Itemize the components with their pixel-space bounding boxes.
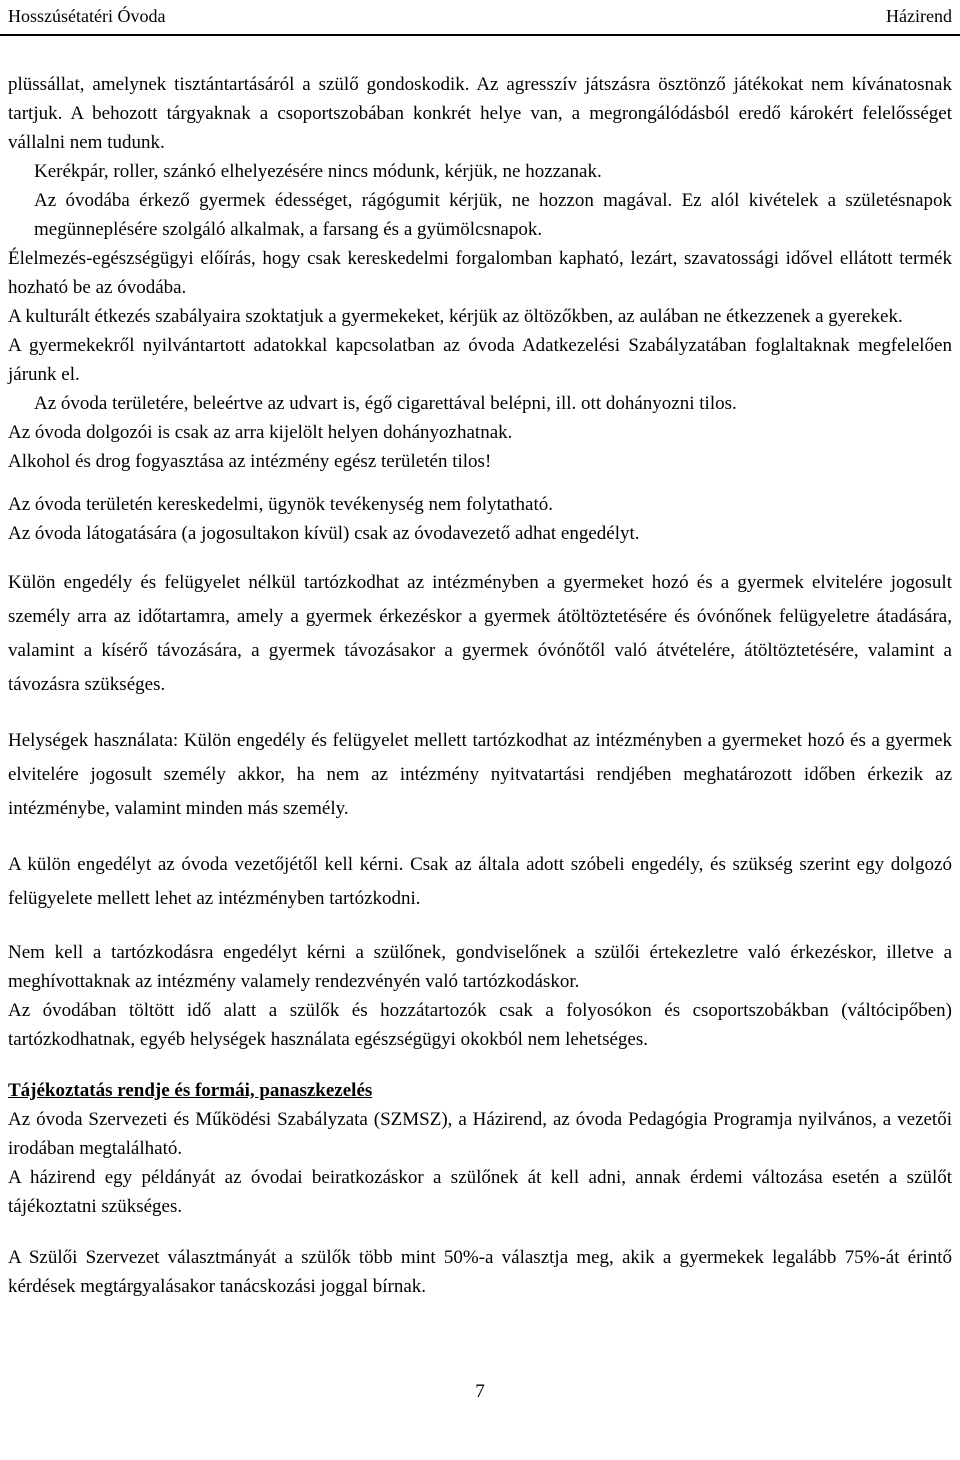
header-document-title: Házirend	[886, 6, 952, 26]
spacer	[8, 1054, 952, 1076]
paragraph-commerce: Az óvoda területén kereskedelmi, ügynök tevékenység nem folytatható.	[8, 494, 554, 515]
document-body	[8, 70, 952, 1301]
spacer	[8, 476, 952, 490]
paragraph-room-usage: Helységek használata: Külön engedély és felügyelet mellett tartózkodhat az intézményben a gyermeket hozó és a gyermek elvitelére jogosult személy akkor, ha nem az intézmény nyitvatartási rendjében meghatározott időben érkezik az intézménybe, valamint minden más személy.	[8, 730, 952, 819]
paragraph-smoking: Az óvoda területére, beleértve az udvart is, égő cigarettával belépni, ill. ott dohányozni tilos.	[34, 393, 737, 414]
header-rule	[0, 34, 960, 36]
paragraph-toys: plüssállat, amelynek tisztántartásáról a szülő gondoskodik. Az agresszív játszásra ösztönző játékokat nem kívánatosnak tartjuk. A behozott tárgyaknak a csoportszobában konkrét helye van, a megrongálódásból eredő károkért felelősséget vállalni nem tudunk.	[8, 74, 952, 153]
paragraph-alcohol: Alkohol és drog fogyasztása az intézmény egész területén tilos!	[8, 451, 492, 472]
paragraph-permission: Külön engedély és felügyelet nélkül tartózkodhat az intézményben a gyermeket hozó és a gyermek elvitelére jogosult személy arra az időtartamra, amely a gyermek érkezéskor a gyermek átöltöztetésére és óvónőnek felügyeletre átadására, valamint a kísérő távozására, a gyermek távozásakor a gyermek óvónőtől való átvételére, átöltöztetésére, valamint a távozásra szükséges.	[8, 572, 952, 695]
paragraph-food-safety: Élelmezés-egészségügyi előírás, hogy csak kereskedelmi forgalomban kapható, lezárt, szavatossági idővel ellátott termék hozható be az óvodába.	[8, 248, 952, 298]
paragraph-director-permission: A külön engedélyt az óvoda vezetőjétől kell kérni. Csak az általa adott szóbeli engedély, és szükség szerint egy dolgozó felügyelete mellett lehet az intézményben tartózkodni.	[8, 854, 952, 909]
spacer	[8, 916, 952, 938]
paragraph-dining: A kulturált étkezés szabályaira szoktatjuk a gyermekeket, kérjük az öltözőkben, az aulában ne étkezzenek a gyerekek.	[8, 306, 903, 327]
paragraph-public-documents: Az óvoda Szervezeti és Működési Szabályzata (SZMSZ), a Házirend, az óvoda Pedagógia Programja nyilvános, a vezetői irodában megtalálható.	[8, 1109, 952, 1159]
page-header	[8, 2, 952, 30]
section-heading: Tájékoztatás rendje és formái, panaszkezelés	[8, 1080, 373, 1101]
header-institution: Hosszúsétatéri Óvoda	[8, 6, 166, 26]
spacer	[8, 548, 952, 566]
page-number: 7	[475, 1381, 485, 1402]
paragraph-parent-council: A Szülői Szervezet választmányát a szülők több mint 50%-a választja meg, akik a gyermekek legalább 75%-át érintő kérdések megtárgyalásakor tanácskozási joggal bírnak.	[8, 1247, 952, 1297]
paragraph-visits: Az óvoda látogatására (a jogosultakon kívül) csak az óvodavezető adhat engedélyt.	[8, 523, 640, 544]
spacer	[8, 1221, 952, 1243]
paragraph-data-handling: A gyermekekről nyilvántartott adatokkal kapcsolatban az óvoda Adatkezelési Szabályzatában foglaltaknak megfelelően járunk el.	[8, 335, 952, 385]
paragraph-house-rules-copy: A házirend egy példányát az óvodai beiratkozáskor a szülőnek át kell adni, annak érdemi változása esetén a szülőt tájékoztatni szükséges.	[8, 1167, 952, 1217]
paragraph-staff-smoking: Az óvoda dolgozói is csak az arra kijelölt helyen dohányozhatnak.	[8, 422, 513, 443]
spacer	[8, 826, 952, 848]
paragraph-corridors: Az óvodában töltött idő alatt a szülők és hozzátartozók csak a folyosókon és csoportszobákban (váltócipőben) tartózkodhatnak, egyéb helységek használata egészségügyi okokból nem lehetséges.	[8, 1000, 952, 1050]
paragraph-parent-meetings: Nem kell a tartózkodásra engedélyt kérni a szülőnek, gondviselőnek a szülői értekezletre való érkezéskor, illetve a meghívottaknak az intézmény valamely rendezvényén való tartózkodáskor.	[8, 942, 952, 992]
spacer	[8, 702, 952, 724]
paragraph-bicycles: Kerékpár, roller, szánkó elhelyezésére nincs módunk, kérjük, ne hozzanak.	[34, 161, 602, 182]
paragraph-sweets: Az óvodába érkező gyermek édességet, rágógumit kérjük, ne hozzon magával. Ez alól kivételek a születésnapok megünneplésére szolgáló alkalmak, a farsang és a gyümölcsnapok.	[34, 190, 952, 240]
